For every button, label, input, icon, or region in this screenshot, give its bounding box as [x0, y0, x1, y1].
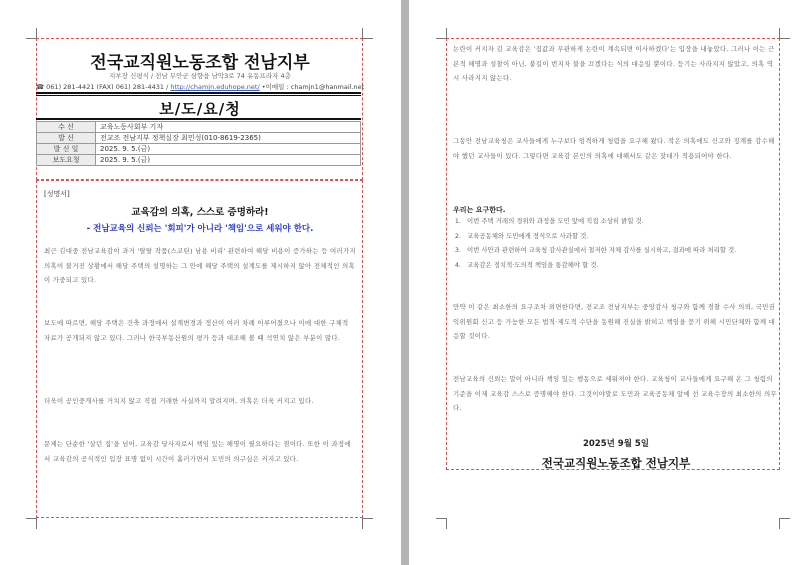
paragraph: 전남교육의 신뢰는 말이 아니라 책임 있는 행동으로 세워져야 한다. 교육청이 교사들에게 요구해 온 그 청렴의 기준을 이제 교육감 스스로 증명해야 한다. 그것이야말로 도민과 교육공동체 앞에 선 교육수장의 최소한의 의무다.: [453, 375, 777, 412]
info-key: 수 신: [37, 122, 96, 133]
list-item: 1. 이번 주택 거래의 경위와 과정을 도민 앞에 직접 소상히 밝힐 것.: [463, 214, 793, 229]
paragraph: 문제는 단순한 '살던 집'을 넘어, 교육감 당사자로서 책임 있는 해명이 필요하다는 점이다. 또한 이 과정에서 교육감의 공식적인 입장 표명 없이 시간이 흘러가면서 도민의 의구심은 커지고 있다.: [44, 440, 351, 463]
crop-mark: [26, 518, 37, 529]
paragraph: 보도에 따르면, 해당 주택은 건축 과정에서 설계변경과 정산이 여러 차례 이루어졌으나 이에 대한 구체적 자료가 공개되지 않고 있다. 그러나 한국부동산원의 평가 등과 대조해 볼 때 석연치 않은 부분이 많다.: [44, 319, 349, 342]
list-item: 2. 교육공동체와 도민에게 정식으로 사과할 것.: [463, 229, 793, 244]
crop-mark: [436, 518, 447, 529]
table-row: [37, 155, 361, 166]
org-address: 지부장 신평식 / 전남 무안군 삼향읍 남악3로 74 유동프라자 4층: [109, 72, 291, 80]
info-key: 발 신: [37, 133, 96, 144]
table-row: [37, 144, 361, 155]
tel-fax: ☎ 061) 281-4421 (FAX) 061) 281-4431 /: [36, 83, 169, 91]
info-value: 2025. 9. 5.(금): [96, 155, 361, 166]
table-row: [37, 133, 361, 144]
info-table: [36, 121, 361, 166]
info-value: 2025. 9. 5.(금): [96, 144, 361, 155]
email: •이메일 : chamjn1@hanmail.net: [261, 83, 365, 91]
homepage-link[interactable]: http://chamjn.eduhope.net/: [170, 83, 260, 91]
info-key: 발 신 일: [37, 144, 96, 155]
crop-mark: [362, 518, 373, 529]
subheadline: - 전남교육의 신뢰는 '회피'가 아니라 '책임'으로 세워야 한다.: [86, 224, 314, 234]
info-key: 보도요청: [37, 155, 96, 166]
paragraph: 최근 김대중 전남교육감이 과거 '탈탈 작품(스코틴) 남용 비리' 관련하여 해당 비용이 증가하는 등 여러가지 의혹이 불거진 상황에서 해당 주택의 설명하는 그 안에 해당 주택의 설계도를 제시하지 않아 전체적인 의혹이 가중되고 있다.: [44, 247, 356, 284]
demands-title: 우리는 요구한다.: [453, 206, 506, 214]
demands-list: [453, 214, 793, 272]
crop-mark: [779, 518, 790, 529]
crop-mark: [362, 28, 373, 39]
doc-type-title: 보/도/요/청: [159, 100, 241, 118]
statement-label: [성명서]: [44, 190, 70, 198]
table-row: [37, 122, 361, 133]
title-rule: [36, 118, 361, 120]
header-rule-thin: [36, 95, 361, 96]
crop-mark: [779, 28, 790, 39]
page-gap: [401, 0, 409, 565]
headline: 교육감의 의혹, 스스로 증명하라!: [131, 207, 269, 218]
contact-line: [36, 82, 365, 91]
paragraph: 만약 이 같은 최소한의 요구조차 외면한다면, 전교조 전남지부는 중앙감사 청구와 함께 경찰 수사 의뢰, 국민권익위원회 신고 등 가능한 모든 법적·제도적 수단을 동원해 진실을 밝히고 책임을 묻기 위해 시민단체와 함께 대응할 것이다.: [453, 303, 776, 340]
info-value: 교육노동사회부 기자: [96, 122, 361, 133]
paragraph: 더욱이 공인중개사를 거치지 않고 직접 거래한 사실까지 알려지며, 의혹은 더욱 커지고 있다.: [44, 397, 314, 405]
list-item: 4. 교육감은 정치적·도의적 책임을 통감해야 할 것.: [463, 258, 793, 273]
signature: 전국교직원노동조합 전남지부: [541, 456, 691, 470]
info-value: 전교조 전남지부 정책실장 최민성(010-8619-2365): [96, 133, 361, 144]
paragraph: 그동안 전남교육청은 교사들에게 누구보다 엄격하게 청렴을 요구해 왔다. 작은 의혹에도 신고와 징계를 감수해야 했던 교사들이 있다. 그렇다면 교육감 본인의 의혹에 대해서도 같은 잣대가 적용되어야 한다.: [453, 137, 775, 160]
org-title: 전국교직원노동조합 전남지부: [90, 53, 310, 73]
statement-date: 2025년 9월 5일: [582, 439, 650, 449]
list-item: 3. 이번 사안과 관련하여 교육청 감사관실에서 철저한 자체 감사를 실시하고, 결과에 따라 처리할 것.: [463, 243, 793, 258]
paragraph: 논란이 커지자 김 교육감은 '집값과 무관하게 논란이 계속되면 이사하겠다'는 입장을 내놓았다. 그러나 이는 근본적 해명과 성찰이 아닌, 불길이 번지자 불을 끄겠다는 식의 대응일 뿐이다. 등기는 사라지지 않았고, 의혹 역시 사라지지 않는다.: [453, 45, 775, 82]
header-rule: [36, 92, 361, 94]
